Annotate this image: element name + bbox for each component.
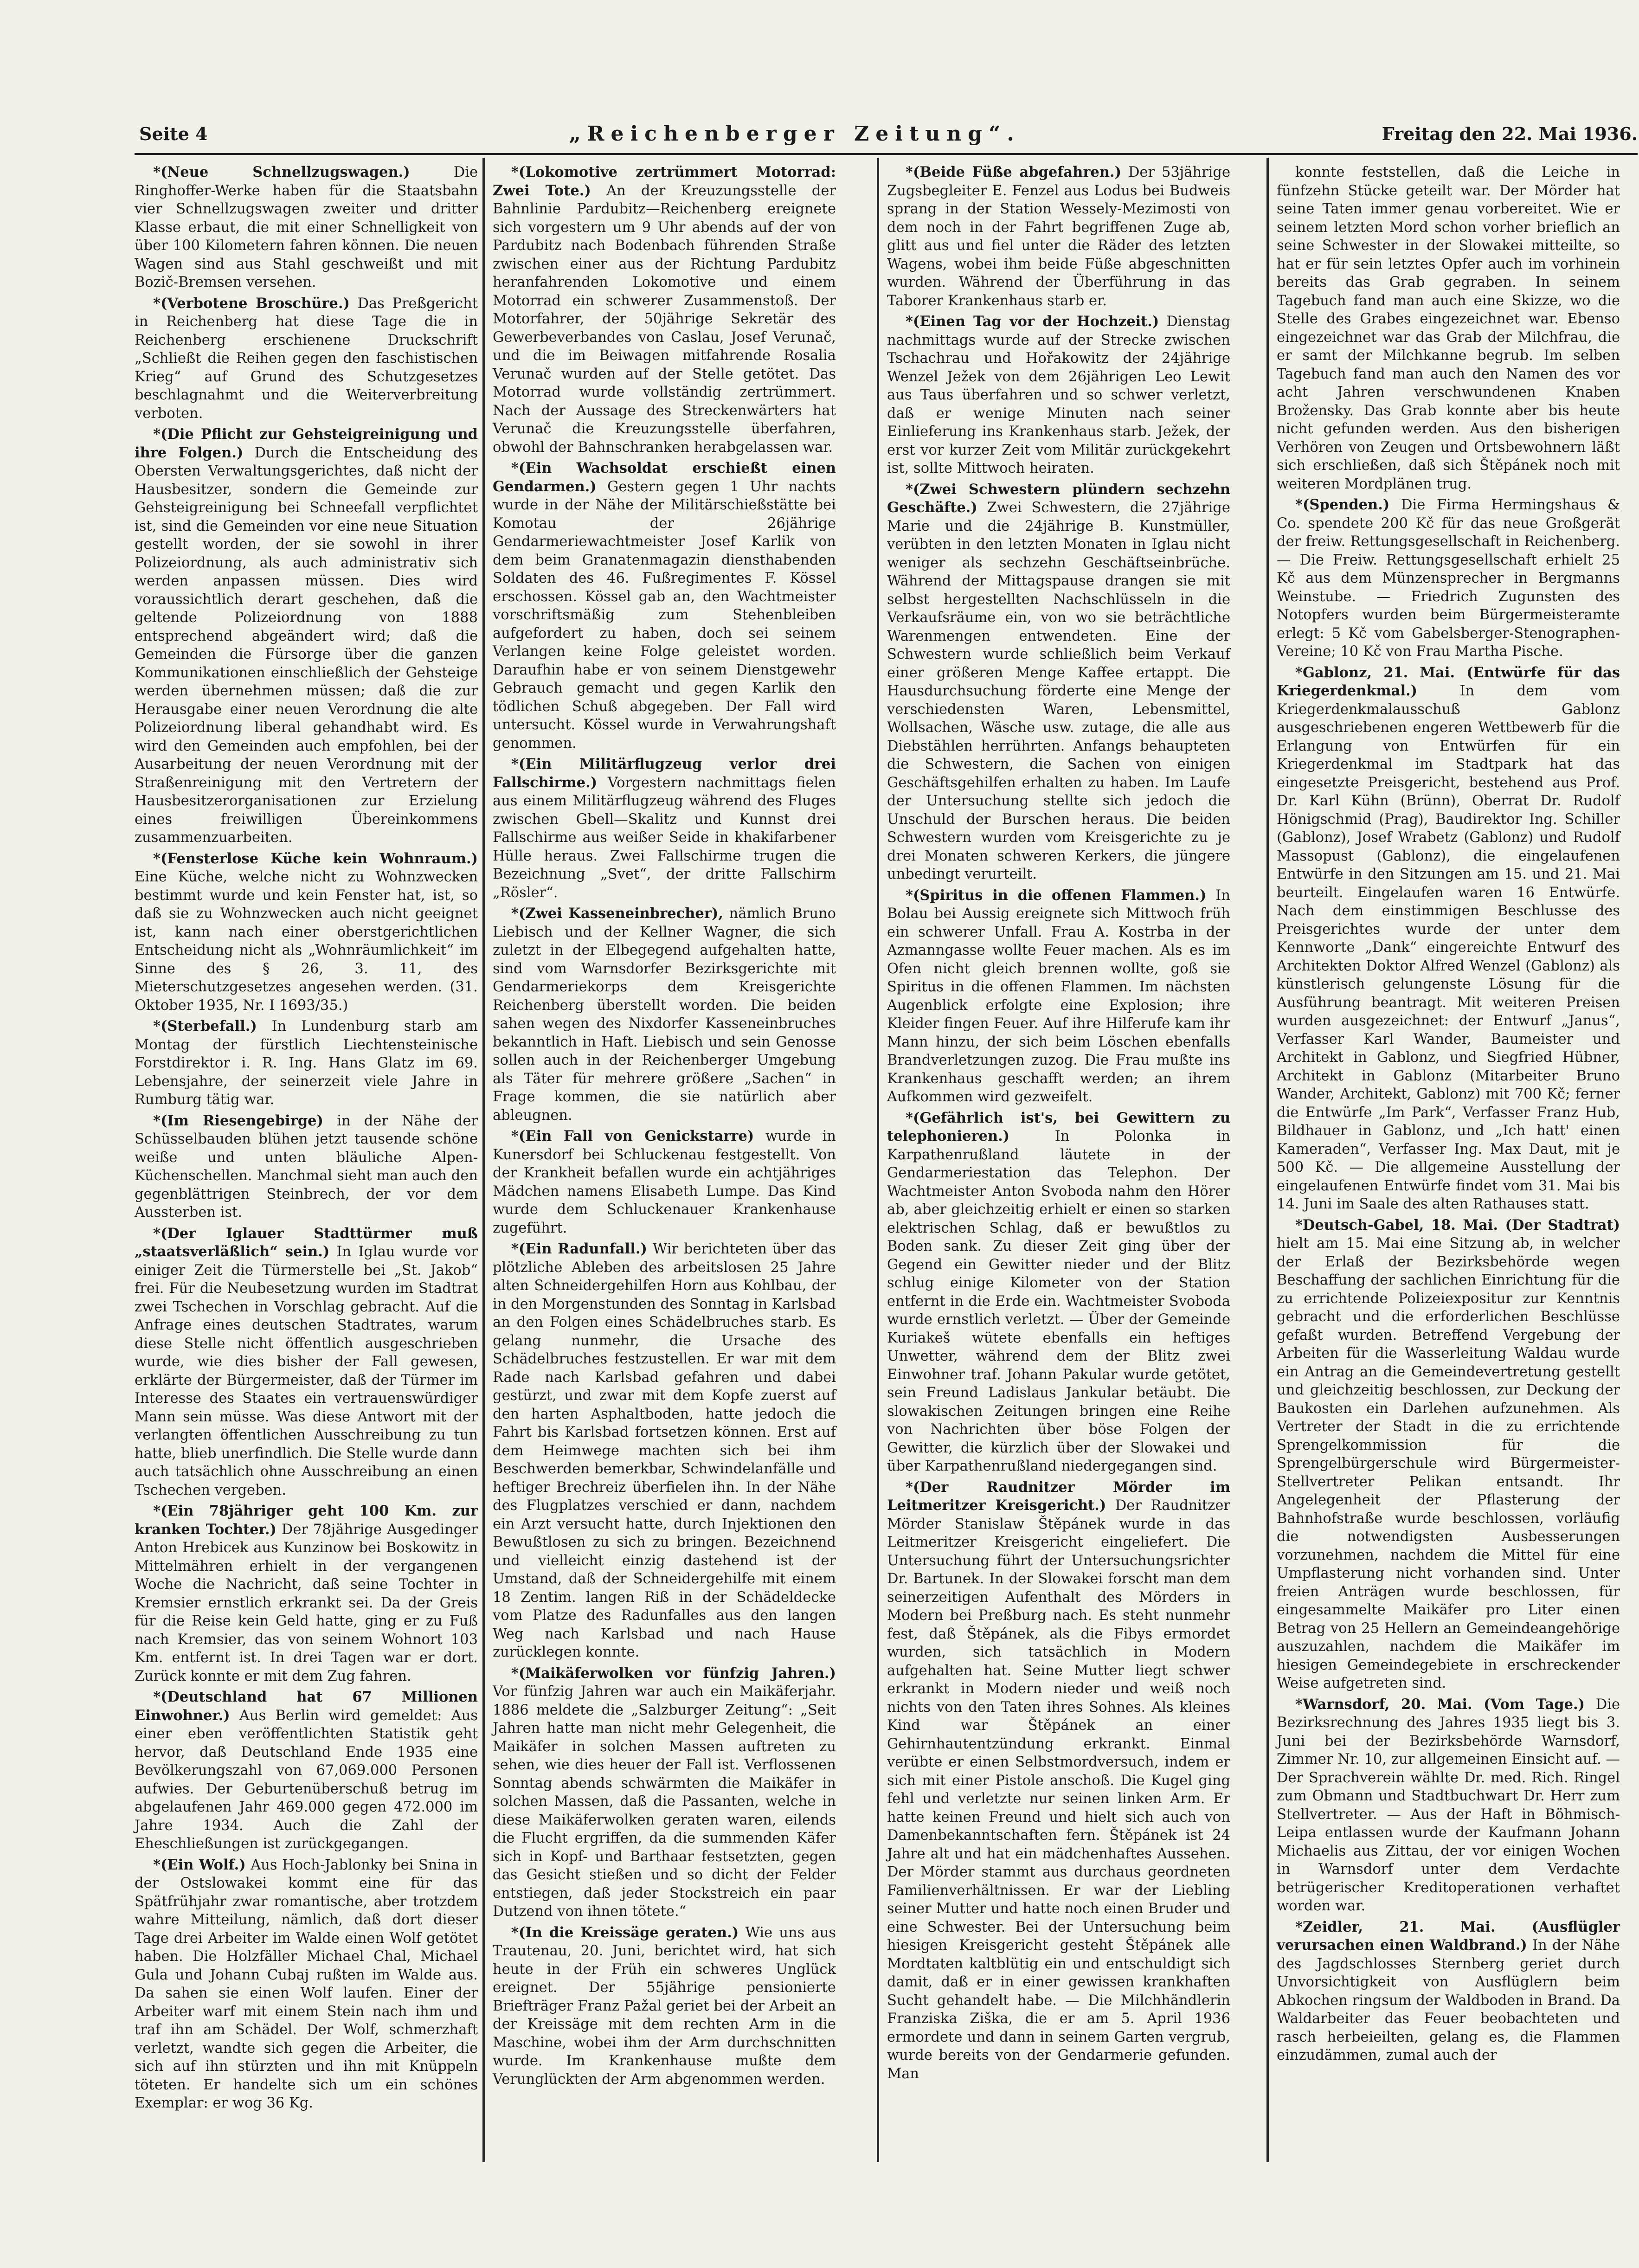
article-heading: *Zeidler, 21. Mai. (Ausflügler verursachen einen Waldbrand.) — [1277, 1918, 1620, 1953]
article-heading: *(Der Raudnitzer Mörder im Leitmeritzer Kreisgericht.) — [887, 1478, 1230, 1514]
article — [493, 163, 836, 456]
article-heading: *(Ein 78jähriger geht 100 Km. zur kranken Tochter.) — [135, 1503, 478, 1538]
article-heading: *(Die Pflicht zur Gehsteigreinigung und ihre Folgen.) — [135, 426, 478, 461]
article-text: in der Nähe der Schüsselbauden blühen jetzt tausende schöne weiße und unten bläuliche Alpen-Küchenschellen. Manchmal sieht man auch den gegenblättrigen Steinbrech, der vor dem Aussterben ist. — [135, 1112, 478, 1221]
article — [493, 755, 836, 902]
article-heading: *(Gefährlich ist's, bei Gewittern zu telephonieren.) — [887, 1109, 1230, 1144]
article — [493, 459, 836, 752]
article-heading: *(Ein Wachsoldat erschießt einen Gendarmen.) — [493, 460, 836, 495]
article-text: In der Nähe des Jagdschlosses Sternberg geriet durch Unvorsichtigkeit von Ausflüglern beim Abkochen ringsum der Waldboden in Brand. Da Waldarbeiter das Feuer beobachteten und rasch herbeieilten, gelang es, die Flammen einzudämmen, zumal auch der — [1277, 1937, 1620, 2063]
article-text: Aus Hoch-Jablonky bei Snina in der Ostslowakei kommt eine für das Spätfrühjahr zwar romantische, aber trotzdem wahre Mitteilung, nämlich, daß dort dieser Tage drei Arbeiter im Walde einen Wolf getötet haben. Die Holzfäller Michael Chal, Michael Gula und Johann Cubaj rußten im Walde aus. Da sahen sie einen Wolf laufen. Einer der Arbeiter warf mit einem Stein nach ihm und traf ihn am Schädel. Der Wolf, schmerzhaft verletzt, wandte sich gegen die Arbeiter, die sich auf ihn stürzten und ihn mit Knüppeln töteten. Er handelte sich um ein schönes Exemplar: er wog 36 Kg. — [135, 1857, 478, 2111]
article-text: In Bolau bei Aussig ereignete sich Mittwoch früh ein schwerer Unfall. Frau A. Kostrba in der Azmanngasse wollte Feuer machen. Als es im Ofen nicht gleich brennen wollte, goß sie Spiritus in die offenen Flammen. Im nächsten Augenblick erfolgte eine Explosion; ihre Kleider fingen Feuer. Auf ihre Hilferufe kam ihr Mann hinzu, der sich beim Löschen ebenfalls Brandverletzungen zuzog. Die Frau mußte ins Krankenhaus geschafft werden; an ihrem Aufkommen wird gezweifelt. — [887, 887, 1230, 1105]
article — [1277, 664, 1620, 1214]
article — [135, 850, 478, 1015]
article-heading: *(Lokomotive zertrümmert Motorrad: Zwei Tote.) — [493, 164, 836, 199]
article-text: Das Preßgericht in Reichenberg hat diese Tage die in Reichenberg erschienene Druckschrift „Schließt die Reihen gegen den faschistischen Krieg“ auf Grund des Schutzgesetzes beschlagnahmt und die Weiterverbreitung verboten. — [135, 295, 478, 422]
text-column-2 — [493, 163, 836, 2091]
article-text: In dem vom Kriegerdenkmalausschuß Gablonz ausgeschriebenen engeren Wettbewerb für die Erlangung von Entwürfen für ein Kriegerdenkmal im Stadtpark hat das eingesetzte Preisgericht, bestehend aus Prof. Dr. Karl Kühn (Brünn), Oberrat Dr. Rudolf Hönigschmid (Prag), Baudirektor Ing. Schiller (Gablonz), Josef Wrabetz (Gablonz) und Rudolf Massopust (Gablonz), die eingelaufenen Entwürfe in den Sitzungen am 15. und 21. Mai beurteilt. Eingelaufen waren 16 Entwürfe. Nach dem einstimmigen Beschlusse des Preisgerichtes wurde der unter dem Kennworte „Dank“ eingereichte Entwurf des Architekten Doktor Alfred Wenzel (Gablonz) als künstlerisch gelungenste Lösung für die Ausführung beantragt. Mit weiteren Preisen wurden ausgezeichnet: der Entwurf „Janus“, Verfasser Karl Wander, Baumeister und Architekt in Gablonz, und Siegfried Hübner, Architekt in Gablonz (Mitarbeiter Bruno Wander, Architekt, Gablonz) mit 700 Kč; ferner die Entwürfe „Im Park“, Verfasser Franz Hub, Bildhauer in Gablonz, und „Ich hatt' einen Kameraden“, Verfasser Ing. Max Daut, mit je 500 Kč. — Die allgemeine Ausstellung der eingelaufenen Entwürfe findet vom 31. Mai bis 14. Juni im Saale des alten Rathauses statt. — [1277, 683, 1620, 1212]
article-text: Durch die Entscheidung des Obersten Verwaltungsgerichtes, daß nicht der Hausbesitzer, sondern die Gemeinde zur Gehsteigreinigung bei Schneefall verpflichtet ist, sind die Gemeinden vor eine neue Situation gestellt worden, der sie sowohl in ihrer Polizeiordnung, als auch administrativ sich werden anpassen müssen. Dies wird voraussichtlich derart geschehen, daß die geltende Polizeiordnung von 1888 entsprechend abgeändert wird; daß die Gemeinden die Fürsorge über die ganzen Kommunikationen einschließlich der Gehsteige werden übernehmen müssen; daß die zur Herausgabe einer neuen Verordnung die alte Polizeiordnung liberal gehandhabt wird. Es wird den Gemeinden auch empfohlen, bei der Ausarbeitung der neuen Verordnung mit der Straßenreinigung mit den Vertretern der Hausbesitzerorganisationen zur Erzielung eines freiwilligen Übereinkommens zusammenzuarbeiten. — [135, 444, 478, 846]
article-text: hielt am 15. Mai eine Sitzung ab, in welcher der Erlaß der Bezirksbehörde wegen Beschaffung der sachlichen Einrichtung für die zu errichtende Polizeiexpositur zur Kenntnis gebracht und die erforderlichen Beschlüsse gefaßt wurden. Betreffend Vergebung der Arbeiten für die Wasserleitung Waldau wurde ein Antrag an die Gemeindevertretung gestellt und gleichzeitig beschlossen, zur Deckung der Baukosten ein Darlehen aufzunehmen. Als Vertreter der Stadt in die zu errichtende Sprengelkommission für die Sprengelbürgerschule wird Bürgermeister-Stellvertreter Pelikan entsandt. Ihr Angelegenheit der Pflasterung der Bahnhofstraße wurde beschlossen, vorläufig die notwendigsten Ausbesserungen vorzunehmen, nachdem die Mittel für eine Umpflasterung nicht vorhanden sind. Unter freien Anträgen wurde beschlossen, für eingesammelte Maikäfer pro Liter einen Betrag von 25 Hellern an Gemeindeangehörige auszuzahlen, nachdem die Maikäfer im hiesigen Gemeindegebiete in erschreckender Weise aufgetreten sind. — [1277, 1235, 1620, 1691]
article — [135, 425, 478, 847]
article-text: wurde in Kunersdorf bei Schluckenau festgestellt. Von der Krankheit befallen wurde ein achtjähriges Mädchen namens Elisabeth Lumpe. Das Kind wurde dem Schluckenauer Krankenhause zugeführt. — [493, 1128, 836, 1236]
article — [135, 1017, 478, 1109]
article — [887, 887, 1230, 1106]
column-divider — [877, 158, 879, 2162]
article-text: konnte feststellen, daß die Leiche in fünfzehn Stücke geteilt war. Der Mörder hat seine Taten immer genau vorbereitet. Wie er seinem letzten Mord schon vorher brieflich an seine Schwester in der Slowakei mitteilte, so hat er für sein letztes Opfer auch im vorhinein bereits das Grab gegraben. In seinem Tagebuch fand man auch eine Skizze, wo die Stelle des Grabes eingezeichnet war. Ebenso eingezeichnet war das Grab der Milchfrau, die er samt der Milchkanne begrub. Im selben Tagebuch fand man auch den Namen des vor acht Jahren verschwundenen Knaben Brožensky. Das Grab konnte aber bis heute nicht gefunden werden. Aus den bisherigen Verhören von Zeugen und Ortsbewohnern läßt sich erschließen, daß sich Štěpánek noch mit weiteren Mordplänen trug. — [1277, 164, 1620, 492]
article-heading: *(Verbotene Broschüre.) — [153, 295, 350, 312]
article-text: In Polonka in Karpathenrußland läutete in der Gendarmeriestation das Telephon. Der Wachtmeister Anton Svoboda nahm den Hörer ab, aber gleichzeitig erhielt er einen so starken elektrischen Schlag, daß er bewußtlos zu Boden sank. Zu dieser Zeit ging über der Gegend ein Gewitter nieder und der Blitz schlug einige Kilometer von der Station entfernt in die Erde ein. Wachtmeister Svoboda wurde ernstlich verletzt. — Über der Gemeinde Kuriakeš wütete ebenfalls ein heftiges Unwetter, während dem der Blitz zwei Einwohner traf. Johann Pakular wurde getötet, sein Freund Ladislaus Jankular betäubt. Die slowakischen Zeitungen bringen eine Reihe von Nachrichten über böse Folgen der Gewitter, die kürzlich über der Slowakei und über Karpathenrußland niedergegangen sind. — [887, 1128, 1230, 1474]
article-text: In Lundenburg starb am Montag der fürstlich Liechtensteinische Forstdirektor i. R. Ing. Hans Glatz im 69. Lebensjahre, der seinerzeit viele Jahre in Rumburg tätig war. — [135, 1018, 478, 1108]
page-header — [139, 120, 1638, 148]
article-heading: *(Sterbefall.) — [153, 1018, 257, 1034]
page-number: Seite 4 — [139, 123, 208, 144]
newspaper-title: „Reichenberger Zeitung“. — [569, 122, 1021, 146]
article-heading: *(Zwei Schwestern plündern sechzehn Geschäfte.) — [887, 481, 1230, 516]
article — [135, 1856, 478, 2113]
article-text: Vorgestern nachmittags fielen aus einem Militärflugzeug während des Fluges zwischen Gbell—Skalitz und Kunnst drei Fallschirme aus weißer Seide in khakifarbener Hülle heraus. Zwei Fallschirme trugen die Bezeichnung „Svet“, der dritte Fallschirm „Rösler“. — [493, 774, 836, 901]
article — [493, 1240, 836, 1662]
article-heading: *(Zwei Kasseneinbrecher), — [511, 905, 723, 922]
article — [135, 1688, 478, 1853]
article-text: nämlich Bruno Liebisch und der Kellner Wagner, die sich zuletzt in der Elbegegend aufgehalten hatte, sind vom Warnsdorfer Bezirksgerichte mit Gendarmeriekorps dem Kreisgerichte Reichenberg überstellt worden. Die beiden sahen wegen des Nixdorfer Kasseneinbruches bekanntlich in Haft. Liebisch und sein Genosse sollen auch in der Reichenberger Umgebung als Täter für mehrere größere „Sachen“ in Frage kommen, die sie natürlich aber ableugnen. — [493, 906, 836, 1124]
article — [135, 295, 478, 423]
article — [493, 1924, 836, 2089]
column-divider — [1266, 158, 1269, 2162]
text-column-1 — [135, 163, 478, 2115]
article — [135, 163, 478, 292]
article-text: In Iglau wurde vor einiger Zeit die Türmerstelle bei „St. Jakob“ frei. Für die Neubesetzung wurden im Stadtrat zwei Tschechen in Vorschlag gebracht. Auf die Anfrage eines deutschen Stadtrates, warum diese Stelle nicht öffentlich ausgeschrieben wurde, wie dies bisher der Fall gewesen, erklärte der Bürgermeister, daß der Türmer im Interesse des Staates ein vertrauenswürdiger Mann sein müsse. Was diese Antwort mit der verlangten öffentlichen Ausschreibung zu tun hatte, blieb unerfindlich. Die Stelle wurde dann auch tatsächlich ohne Ausschreibung an einen Tschechen vergeben. — [135, 1244, 478, 1498]
article-text: Der 53jährige Zugsbegleiter E. Fenzel aus Lodus bei Budweis sprang in der Station Wessely-Mezimosti von dem noch in der Fahrt begriffenen Zuge ab, glitt aus und fiel unter die Räder des letzten Wagens, wobei ihm beide Füße abgeschnitten wurden. Während der Überführung in das Taborer Krankenhaus starb er. — [887, 164, 1230, 309]
article — [135, 1112, 478, 1222]
article — [887, 1478, 1230, 2083]
article-heading: *(Beide Füße abgefahren.) — [906, 164, 1122, 180]
article — [887, 163, 1230, 310]
article-heading: *(Ein Radunfall.) — [511, 1240, 647, 1257]
article — [887, 313, 1230, 478]
article — [1277, 1216, 1620, 1693]
article — [493, 905, 836, 1124]
article-text: Gestern gegen 1 Uhr nachts wurde in der Nähe der Militärschießstätte bei Komotau der 26jährige Gendarmeriewachtmeister Josef Karlik von dem beim Granatenmagazin diensthabenden Soldaten des 46. Fußregimentes F. Kössel erschossen. Kössel gab an, den Wachtmeister vorschriftsmäßig zum Stehenbleiben aufgefordert zu haben, doch sei seinem Verlangen keine Folge geleistet worden. Daraufhin habe er von seinem Dienstgewehr Gebrauch gemacht und gegen Karlik den tödlichen Schuß abgegeben. Der Fall wird untersucht. Kössel wurde in Verwahrungshaft genommen. — [493, 478, 836, 752]
article-heading: *(In die Kreissäge geraten.) — [511, 1924, 739, 1941]
column-divider — [482, 158, 485, 2162]
article-text: Vor fünfzig Jahren war auch ein Maikäferjahr. 1886 meldete die „Salzburger Zeitung“: „Seit Jahren hatte man nicht mehr Gelegenheit, die Maikäfer in solchen Massen auftreten zu sehen, wie dies heuer der Fall ist. Verflossenen Sonntag abends schwärmten die Maikäfer in solchen Massen, daß die Passanten, welche in diese Maikäferwolken geraten waren, eilends die Flucht ergriffen, da die summenden Käfer sich in Kopf- und Barthaar festsetzten, gegen das Gesicht stießen und so dicht der Felder entstiegen, daß jeder Stockstreich ein paar Dutzend von ihnen tötete.“ — [493, 1683, 836, 1920]
article-heading: *(Spenden.) — [1295, 496, 1390, 513]
article-text: Der Raudnitzer Mörder Stanislaw Štěpánek wurde in das Leitmeritzer Kreisgericht eingeliefert. Die Untersuchung führt der Untersuchungsrichter Dr. Bartunek. In der Slowakei forscht man dem seinerzeitigen Aufenthalt des Mörders in Modern bei Preßburg nach. Es steht nunmehr fest, daß Štěpánek, als die Fibys ermordet wurden, sich tatsächlich in Modern aufgehalten hat. Seine Mutter liegt schwer erkrankt in Modern nieder und weiß noch nichts von den Taten ihres Sohnes. Als kleines Kind war Štěpánek an einer Gehirnhautentzündung erkrankt. Einmal verübte er einen Selbstmordversuch, indem er sich mit einer Pistole anschoß. Die Kugel ging fehl und verletzte nur seinen linken Arm. Er hatte keinen Freund und hielt sich auch von Damenbekanntschaften fern. Štěpánek ist 24 Jahre alt und hat ein mädchenhaftes Aussehen. Der Mörder stammt aus durchaus geordneten Familienverhältnissen. Er war der Liebling seiner Mutter und hatte noch einen Bruder und eine Schwester. Bei der Untersuchung beim hiesigen Kreisgericht gesteht Štěpánek alle Mordtaten kaltblütig ein und entschuldigt sich damit, daß er in einer gewissen krankhaften Sucht gehandelt habe. — Die Milchhändlerin Franziska Ziška, die er am 5. April 1936 ermordete und dann in seinem Garten vergrub, wurde bereits von der Gendarmerie gefunden. Man — [887, 1497, 1230, 2082]
article-heading: *Deutsch-Gabel, 18. Mai. (Der Stadtrat) — [1295, 1216, 1620, 1234]
article — [1277, 1918, 1620, 2065]
article — [887, 481, 1230, 884]
header-rule — [135, 153, 1638, 155]
text-column-3 — [887, 163, 1230, 2086]
article-heading: *(Im Riesengebirge) — [153, 1112, 323, 1129]
issue-date: Freitag den 22. Mai 1936. — [1382, 123, 1638, 144]
article-heading: *(Einen Tag vor der Hochzeit.) — [906, 313, 1159, 330]
article-heading: *(Spiritus in die offenen Flammen.) — [906, 887, 1207, 904]
article-text: Dienstag nachmittags wurde auf der Strecke zwischen Tschachrau und Hořakowitz der 24jährige Wenzel Ježek von dem 26jährigen Leo Lewit aus Taus überfahren und so schwer verletzt, daß er wenige Minuten nach seiner Einlieferung ins Krankenhaus starb. Ježek, der erst vor kurzer Zeit vom Militär zurückgekehrt ist, sollte Mittwoch heiraten. — [887, 314, 1230, 476]
article-heading: *Gablonz, 21. Mai. (Entwürfe für das Kriegerdenkmal.) — [1277, 664, 1620, 699]
article-text: Der 78jährige Ausgedinger Anton Hrebicek aus Kunzinow bei Boskowitz in Mittelmähren erhielt in der vergangenen Woche die Nachricht, daß seine Tochter in Kremsier ernstlich erkrankt sei. Da der Greis für die Reise kein Geld hatte, ging er zu Fuß nach Kremsier, das von seinem Wohnort 103 Km. entfernt ist. In drei Tagen war er dort. Zurück konnte er mit dem Zug fahren. — [135, 1521, 478, 1684]
article-heading: *(Ein Fall von Genickstarre) — [511, 1128, 754, 1144]
article — [1277, 496, 1620, 661]
text-column-4 — [1277, 163, 1620, 2068]
article-text: Die Ringhoffer-Werke haben für die Staatsbahn vier Schnellzugswagen zweiter und dritter Klasse erbaut, die mit einer Schnelligkeit von über 100 Kilometern fahren können. Die neuen Wagen sind aus Stahl geschweißt und mit Bozič-Bremsen versehen. — [135, 164, 478, 290]
article-heading: *(Ein Wolf.) — [153, 1856, 246, 1873]
article-heading: *Warnsdorf, 20. Mai. (Vom Tage.) — [1295, 1696, 1585, 1713]
article-heading: *(Neue Schnellzugswagen.) — [153, 164, 410, 180]
article-heading: *(Ein Militärflugzeug verlor drei Fallschirme.) — [493, 756, 836, 791]
article-text: Zwei Schwestern, die 27jährige Marie und die 24jährige B. Kunstmüller, verübten in den letzten Monaten in Iglau nicht weniger als sechzehn Geschäftseinbrüche. Während der Mittagspause drangen sie mit selbst hergestellten Nachschlüsseln in die Verkaufsräume ein, von wo sie beträchtliche Warenmengen entwendeten. Eine der Schwestern wurde schließlich beim Verkauf einer größeren Menge Kaffee ertappt. Die Hausdurchsuchung förderte eine Menge der verschiedensten Waren, Lebensmittel, Wollsachen, Wäsche usw. zutage, die alle aus Diebstählen herrührten. Anfangs behaupteten die Schwestern, die Sachen von einigen Geschäftsgehilfen erhalten zu haben. Im Laufe der Untersuchung stellte sich jedoch die Unschuld der Burschen heraus. Die beiden Schwestern wurden vom Kreisgerichte zu je drei Monaten schweren Kerkers, die jüngere unbedingt verurteilt. — [887, 500, 1230, 882]
article — [1277, 163, 1620, 493]
article — [493, 1664, 836, 1921]
article-text: Wir berichteten über das plötzliche Ableben des arbeitslosen 25 Jahre alten Schneidergehilfen Horn aus Kohlbau, der in den Morgenstunden des Sonntag in Karlsbad an den Folgen eines Schädelbruches starb. Es gelang nunmehr, die Ursache des Schädelbruches festzustellen. Er war mit dem Rade nach Karlsbad gefahren und dabei gestürzt, und zwar mit dem Kopfe zuerst auf den harten Asphaltboden, hatte jedoch die Fahrt bis Karlsbad fortsetzen können. Erst auf dem Heimwege machten sich bei ihm Beschwerden bemerkbar, Schwindelanfälle und heftiger Brechreiz überfielen ihn. In der Nähe des Flugplatzes verschied er dann, nachdem ein Arzt versucht hatte, durch Injektionen den Bewußtlosen zu sich zu bringen. Bezeichnend und vielleicht einzig dastehend ist der Umstand, daß der Schneidergehilfe mit einem 18 Zentim. langen Riß in der Schädeldecke vom Platze des Radunfalles aus den langen Weg nach Karlsbad und nach Hause zurücklegen konnte. — [493, 1241, 836, 1660]
article-text: Die Bezirksrechnung des Jahres 1935 liegt bis 3. Juni bei der Bezirksbehörde Warnsdorf, Zimmer Nr. 10, zur allgemeinen Einsicht auf. — Der Sprachverein wählte Dr. med. Rich. Ringel zum Obmann und Stadtbuchwart Dr. Herr zum Stellvertreter. — Aus der Haft in Böhmisch-Leipa entlassen wurde der Kaufmann Johann Michaelis aus Zittau, der vor einigen Wochen in Warnsdorf unter dem Verdachte betrügerischer Kreditoperationen verhaftet worden war. — [1277, 1696, 1620, 1914]
article-text: Eine Küche, welche nicht zu Wohnzwecken bestimmt wurde und kein Fenster hat, ist, so daß sie zu Wohnzwecken auch nicht geeignet ist, kann nach einer oberstgerichtlichen Entscheidung nicht als „Wohnräumlichkeit“ im Sinne des § 26, 3. 11, des Mieterschutzgesetzes angesehen werden. (31. Oktober 1935, Nr. I 1693/35.) — [135, 869, 478, 1014]
article-heading: *(Fensterlose Küche kein Wohnraum.) — [153, 850, 478, 867]
article-text: Die Firma Hermingshaus & Co. spendete 200 Kč für das neue Großgerät der freiw. Rettungsgesellschaft in Reichenberg. — Die Freiw. Rettungsgesellschaft erhielt 25 Kč aus dem Münzensprecher in Bergmanns Weinstube. — Friedrich Zugunsten des Notopfers wurden beim Bürgermeisteramte erlegt: 5 Kč vom Gabelsberger-Stenographen-Vereine; 10 Kč von Frau Martha Pische. — [1277, 497, 1620, 660]
article-text: An der Kreuzungsstelle der Bahnlinie Pardubitz—Reichenberg ereignete sich vorgestern um 9 Uhr abends auf der von Pardubitz nach Bodenbach führenden Straße zwischen einer aus der Richtung Pardubitz heranfahrenden Lokomotive und einem Motorrad ein schwerer Zusammenstoß. Der Motorfahrer, der 50jährige Sekretär des Gewerbeverbandes von Caslau, Josef Verunač, und die im Beiwagen mitfahrende Rosalia Verunač wurden auf der Stelle getötet. Das Motorrad wurde vollständig zertrümmert. Nach der Aussage des Streckenwärters hat Verunač die Kreuzungsstelle überfahren, obwohl der Bahnschranken herabgelassen war. — [493, 182, 836, 456]
article — [493, 1127, 836, 1237]
article — [887, 1109, 1230, 1476]
article-text: Aus Berlin wird gemeldet: Aus einer eben veröffentlichten Statistik geht hervor, daß Deutschland Ende 1935 eine Bevölkerungszahl von 67,069.000 Personen aufwies. Der Geburtenüberschuß betrug im abgelaufenen Jahr 469.000 gegen 472.000 im Jahre 1934. Auch die Zahl der Eheschließungen ist zurückgegangen. — [135, 1707, 478, 1852]
article — [135, 1502, 478, 1685]
article-heading: *(Deutschland hat 67 Millionen Einwohner.) — [135, 1689, 478, 1724]
article — [135, 1225, 478, 1500]
article-heading: *(Der Iglauer Stadttürmer muß „staatsverläßlich“ sein.) — [135, 1225, 478, 1260]
article-heading: *(Maikäferwolken vor fünfzig Jahren.) — [511, 1664, 836, 1682]
article-text: Wie uns aus Trautenau, 20. Juni, berichtet wird, hat sich heute in der Früh ein schweres Unglück ereignet. Der 55jährige pensionierte Briefträger Franz Pažal geriet bei der Arbeit an der Kreissäge mit dem rechten Arm in die Maschine, wobei ihm der Arm durchschnitten wurde. Im Krankenhause mußte dem Verunglückten der Arm abgenommen werden. — [493, 1924, 836, 2088]
article — [1277, 1696, 1620, 1915]
